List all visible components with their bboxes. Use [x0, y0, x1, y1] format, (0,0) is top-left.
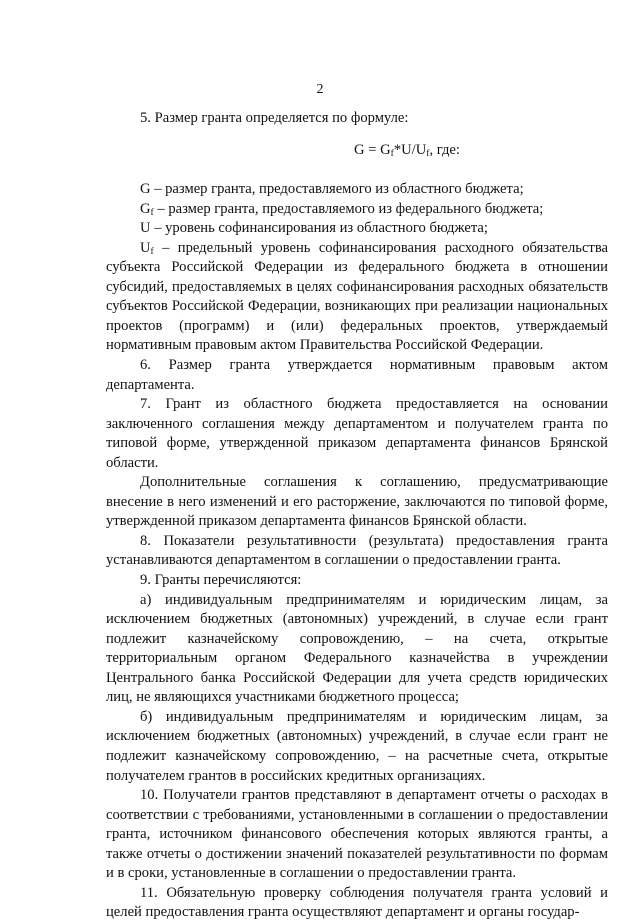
definition-g: G – размер гранта, предоставляемого из областного бюджета; [140, 181, 524, 198]
paragraph-9b: б) индивидуальным предпринимателям и юридическим лицам, за исключением бюджетных (автономных) учреждений, в случае если грант не подлежит казначейскому сопровождению, – на расчетные счета, открытые получателем грантов в российских кредитных организациях. [106, 708, 608, 784]
definition-uf: $U_f$ – предельный уровень софинансирования расходного обязательства субъекта Российской Федерации из федерального бюджета в отношении субсидий, предоставляемых в целях софинансирования расходных обязательств субъектов Российской Федерации, возникающих при реализации национальных проектов (программ) и (или) федеральных проектов, утверждаемый нормативным правовым актом Правительства Российской Федерации. [106, 239, 608, 354]
paragraph-8: 8. Показатели результативности (результата) предоставления гранта устанавливаются департаментом в соглашении о предоставлении гранта. [106, 532, 608, 569]
grant-formula: $G = G_f*U/U_f$, где: [354, 141, 460, 159]
paragraph-7-additional: Дополнительные соглашения к соглашению, предусматривающие внесение в него изменений и его расторжение, заключаются по типовой форме, утвержденной приказом департамента финансов Брянской области. [106, 474, 608, 530]
paragraph-9: 9. Гранты перечисляются: [140, 572, 302, 589]
paragraph-11: 11. Обязательную проверку соблюдения получателя гранта условий и целей предоставления гранта осуществляют департамент и органы государ- [106, 884, 608, 921]
paragraph-5: 5. Размер гранта определяется по формуле: [140, 110, 409, 126]
paragraph-9a: а) индивидуальным предпринимателям и юридическим лицам, за исключением бюджетных (автономных) учреждений, в случае если грант подлежит казначейскому сопровождению, – на счета, открытые территориальным органом Федерального казначейства в учреждении Центрального банка Российской Федерации для учета средств юридических лиц, не являющихся участниками бюджетного процесса; [106, 591, 608, 706]
page-number: 2 [316, 82, 324, 97]
definition-gf: $G_f$ – размер гранта, предоставляемого из федерального бюджета; [140, 200, 544, 218]
paragraph-7: 7. Грант из областного бюджета предоставляется на основании заключенного соглашения между департаментом и получателем гранта по типовой форме, утвержденной приказом департамента финансов Брянской области. [106, 396, 608, 471]
definition-u: U – уровень софинансирования из областного бюджета; [140, 220, 488, 237]
document-body [106, 109, 608, 923]
paragraph-6: 6. Размер гранта утверждается нормативным правовым актом департамента. [106, 357, 608, 393]
paragraph-10: 10. Получатели грантов представляют в департамент отчеты о расходах в соответствии с требованиями, установленными в соглашении о предоставлении гранта, источником финансового обеспечения которых являются гранты, а также отчеты о достижении значений показателей результативности по формам и в сроки, установленные в соглашении о предоставлении гранта. [106, 787, 608, 882]
